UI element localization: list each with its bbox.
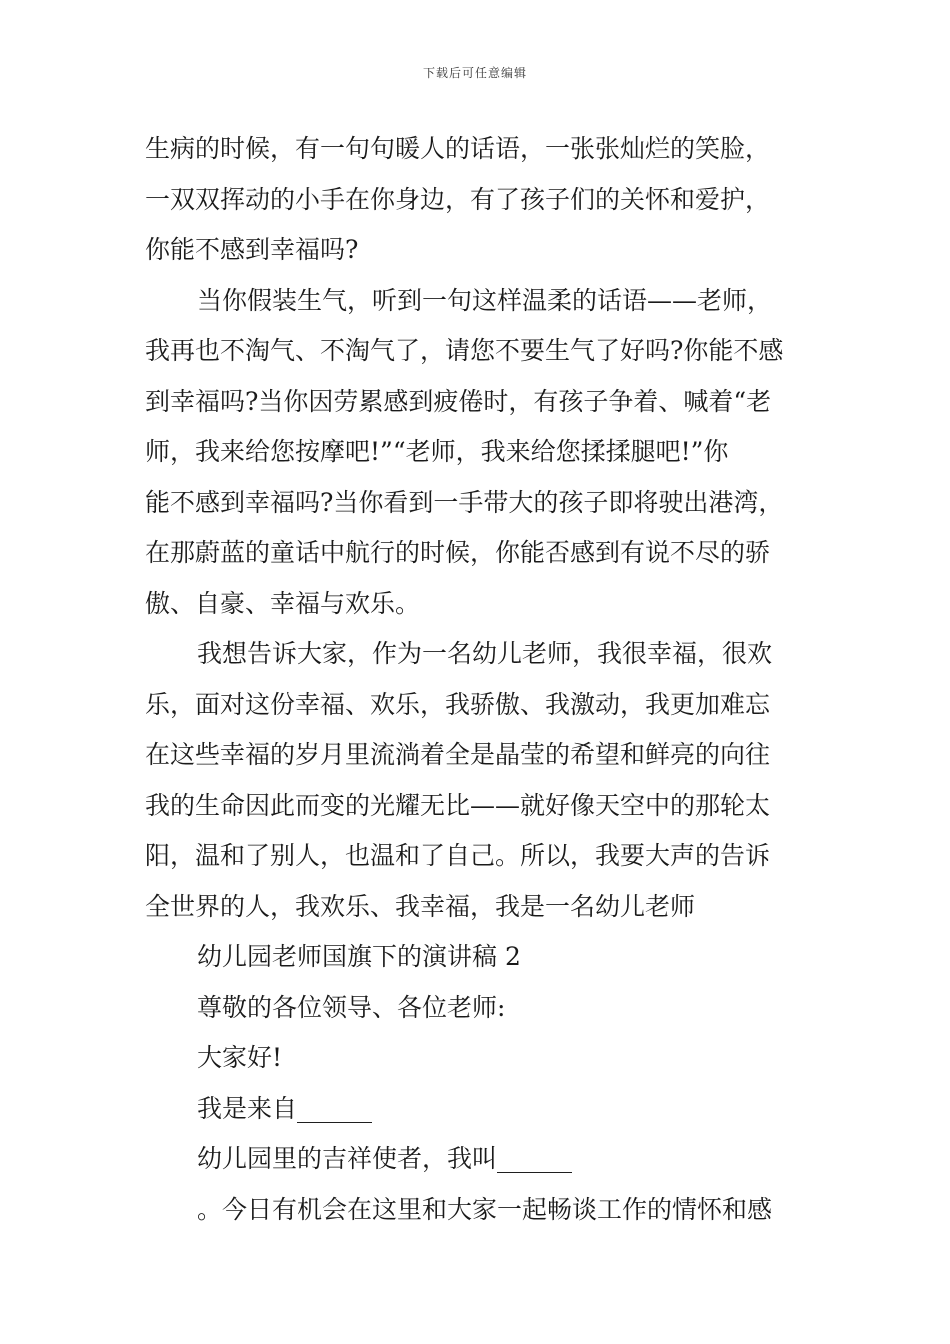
- text-line-3: 你能不感到幸福吗?: [145, 235, 359, 264]
- page-header-note: 下载后可任意编辑: [422, 66, 527, 80]
- text-line-blank-name: 幼儿园里的吉祥使者，我叫______: [197, 1144, 573, 1173]
- text-line-1: 生病的时候，有一句句暖人的话语，一张张灿烂的笑脸，: [145, 134, 771, 163]
- salutation: 尊敬的各位领导、各位老师:: [197, 992, 506, 1022]
- text-line-13: 在这些幸福的岁月里流淌着全是晶莹的希望和鲜亮的向往: [145, 740, 771, 769]
- text-line-11: 我想告诉大家，作为一名幼儿老师，我很幸福，很欢: [197, 639, 773, 668]
- section-heading: 幼儿园老师国旗下的演讲稿 2: [197, 942, 521, 971]
- text-line-12: 乐，面对这份幸福、欢乐，我骄傲、我激动，我更加难忘: [145, 689, 771, 719]
- text-line-6: 到幸福吗?当你因劳累感到疲倦时，有孩子争着、喊着“老: [145, 386, 772, 416]
- text-line-10: 傲、自豪、幸福与欢乐。: [145, 588, 421, 618]
- text-line-7: 师，我来给您按摩吧!”“老师，我来给您揉揉腿吧!”你: [145, 437, 729, 466]
- text-line-5: 我再也不淘气、不淘气了，请您不要生气了好吗?你能不感: [145, 336, 784, 365]
- text-line-8: 能不感到幸福吗?当你看到一手带大的孩子即将驶出港湾，: [145, 487, 784, 517]
- text-line-22: 。今日有机会在这里和大家一起畅谈工作的情怀和感: [197, 1194, 773, 1224]
- document-body: [145, 124, 810, 1235]
- text-line-9: 在那蔚蓝的童话中航行的时候，你能否感到有说不尽的骄: [145, 538, 771, 567]
- text-line-4: 当你假装生气，听到一句这样温柔的话语——老师，: [197, 285, 773, 315]
- text-line-16: 全世界的人，我欢乐、我幸福，我是一名幼儿老师: [145, 891, 696, 921]
- text-line-15: 阳，温和了别人，也温和了自己。所以，我要大声的告诉: [145, 841, 771, 870]
- text-line-blank-origin: 我是来自______: [197, 1093, 373, 1123]
- text-line-14: 我的生命因此而变的光耀无比——就好像天空中的那轮太: [145, 790, 771, 820]
- text-line-2: 一双双挥动的小手在你身边，有了孩子们的关怀和爱护，: [145, 184, 771, 214]
- greeting: 大家好!: [197, 1043, 283, 1072]
